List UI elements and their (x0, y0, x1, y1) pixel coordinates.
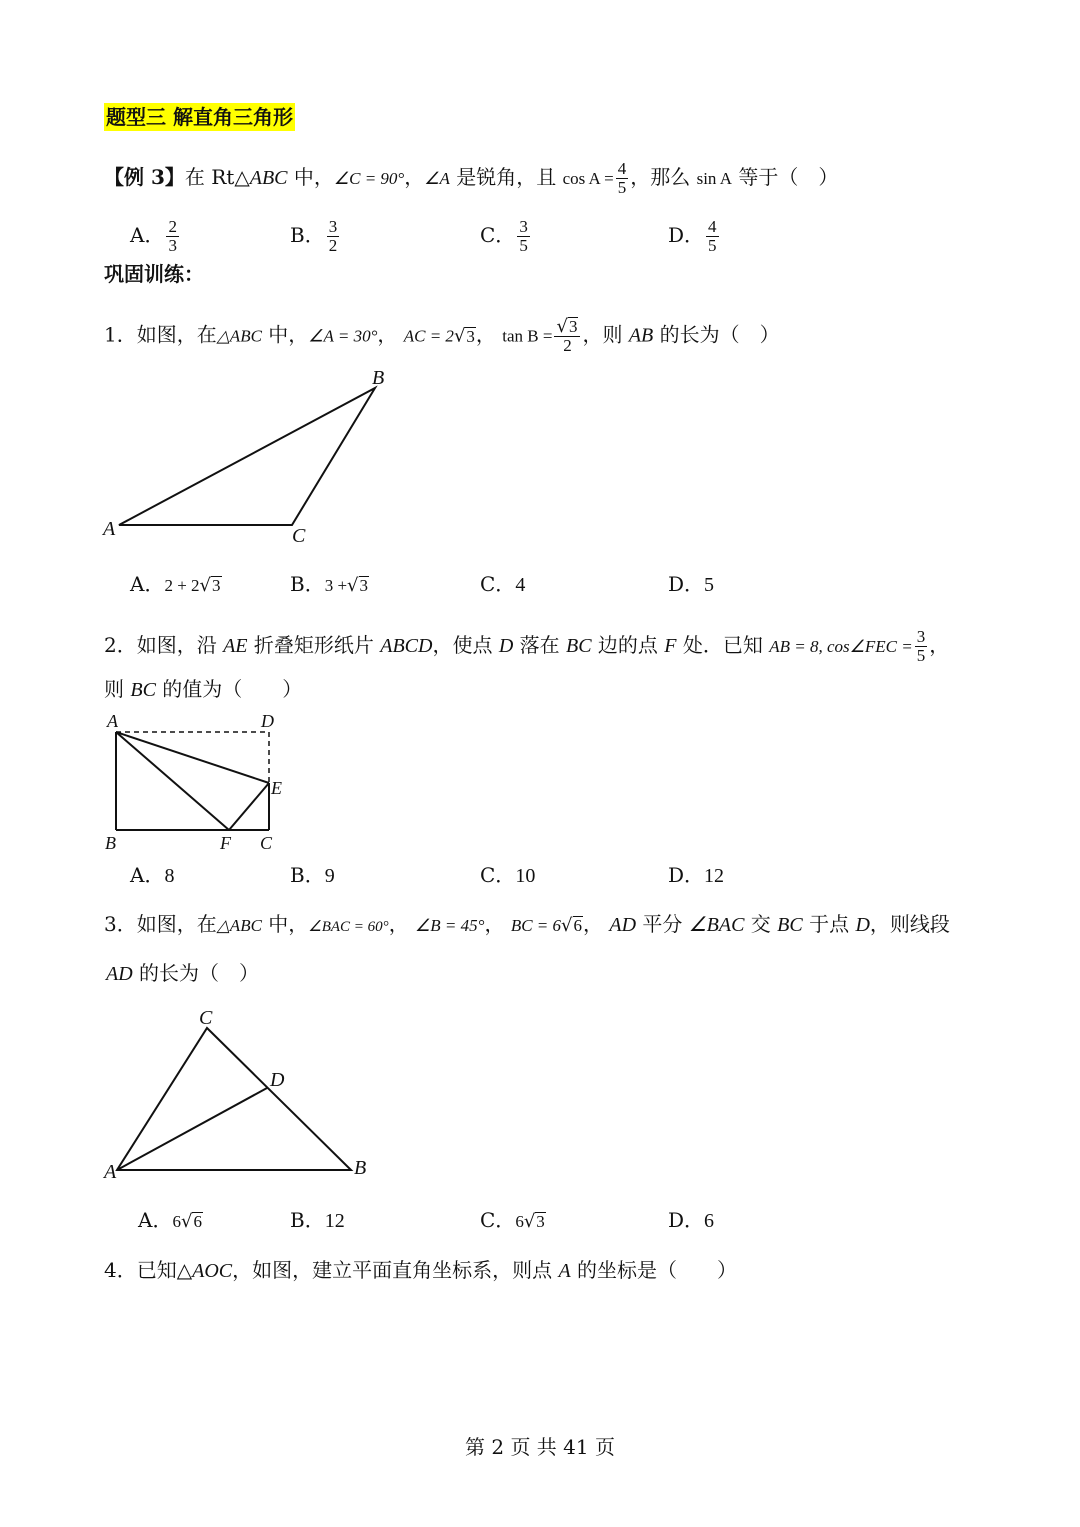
vertex-label-c: C (199, 1007, 213, 1029)
q1-option-c[interactable]: C．4 (480, 572, 526, 596)
question-1: 1．如图，在△ABC 中，∠A = 30°， AC = 2√3， tan B = $\frac{√3}{2}$ ，则 AB 的长为（ ） (104, 316, 780, 355)
vertex-label-f: F (220, 833, 231, 853)
example-option-d[interactable]: D． $\frac{4}{5}$ (668, 217, 717, 255)
example-option-c[interactable]: C． $\frac{3}{5}$ (480, 217, 528, 255)
triangle-abc (117, 1028, 351, 1170)
example-option-a[interactable]: A． $\frac{2}{3}$ (130, 217, 177, 255)
q2-option-b[interactable]: B．9 (290, 863, 335, 887)
vertex-label-d: D (270, 1069, 285, 1091)
fraction: $\frac{4}{5}$ (617, 159, 627, 197)
q1-triangle-figure (95, 360, 405, 550)
vertex-label-d: D (261, 711, 274, 731)
q3-option-a[interactable]: A．6√6 (138, 1208, 202, 1232)
section-title: 题型三 解直角三角形 (106, 105, 293, 129)
vertex-label-b: B (105, 833, 116, 853)
q2-option-d[interactable]: D．12 (668, 863, 725, 887)
vertex-label-a: A (104, 1161, 117, 1183)
question-4: 4．已知△AOC，如图，建立平面直角坐标系，则点 A 的坐标是（ ） (104, 1258, 738, 1282)
q3-option-b[interactable]: B．12 (290, 1208, 345, 1232)
fraction: $\frac{√3}{2}$ (554, 317, 580, 355)
vertex-label-b: B (372, 367, 385, 389)
example-3-question: 【例 3】在 Rt△ABC 中，∠C = 90°，∠A 是锐角，且 cos A = $\frac{4}{5}$ ，那么 sin A 等于（ ） (104, 159, 839, 197)
q2-option-c[interactable]: C．10 (480, 863, 536, 887)
question-3: 3．如图，在△ABC 中，∠BAC = 60°， ∠B = 45°， BC = 6√6， AD 平分 ∠BAC 交 BC 于点 D，则线段 (104, 912, 950, 936)
q3-triangle-figure (95, 1000, 395, 1190)
q2-rectangle-figure (95, 705, 325, 855)
example-option-b[interactable]: B． $\frac{3}{2}$ (290, 217, 338, 255)
vertex-label-c: C (292, 525, 306, 547)
q1-option-b[interactable]: B．3 +√3 (290, 572, 369, 596)
fraction: $\frac{3}{5}$ (916, 627, 926, 665)
triangle-abc (119, 388, 375, 525)
vertex-label-a: A (107, 711, 118, 731)
vertex-label-c: C (260, 833, 273, 853)
q3-option-c[interactable]: C．6√3 (480, 1208, 545, 1232)
question-2-line-2: 则 BC 的值为（ ） (104, 677, 303, 701)
q1-option-a[interactable]: A．2 + 2√3 (130, 572, 221, 596)
page-footer: 第 2 页 共 41 页 (465, 1435, 615, 1459)
practice-title: 巩固训练： (104, 262, 204, 286)
q1-option-d[interactable]: D．5 (668, 572, 715, 596)
q2-option-a[interactable]: A．8 (130, 863, 175, 887)
question-2: 2．如图，沿 AE 折叠矩形纸片 ABCD，使点 D 落在 BC 边的点 F 处．已知 AB = 8, cos∠FEC = $\frac{3}{5}$ ， (104, 627, 950, 665)
example-tag: 【例 3】 (104, 165, 185, 189)
vertex-label-e: E (271, 778, 282, 798)
angle-bisector-ad (117, 1088, 267, 1170)
vertex-label-a: A (103, 518, 116, 540)
question-3-line-2: AD 的长为（ ） (106, 961, 260, 985)
q3-option-d[interactable]: D．6 (668, 1208, 715, 1232)
vertex-label-b: B (354, 1157, 367, 1179)
